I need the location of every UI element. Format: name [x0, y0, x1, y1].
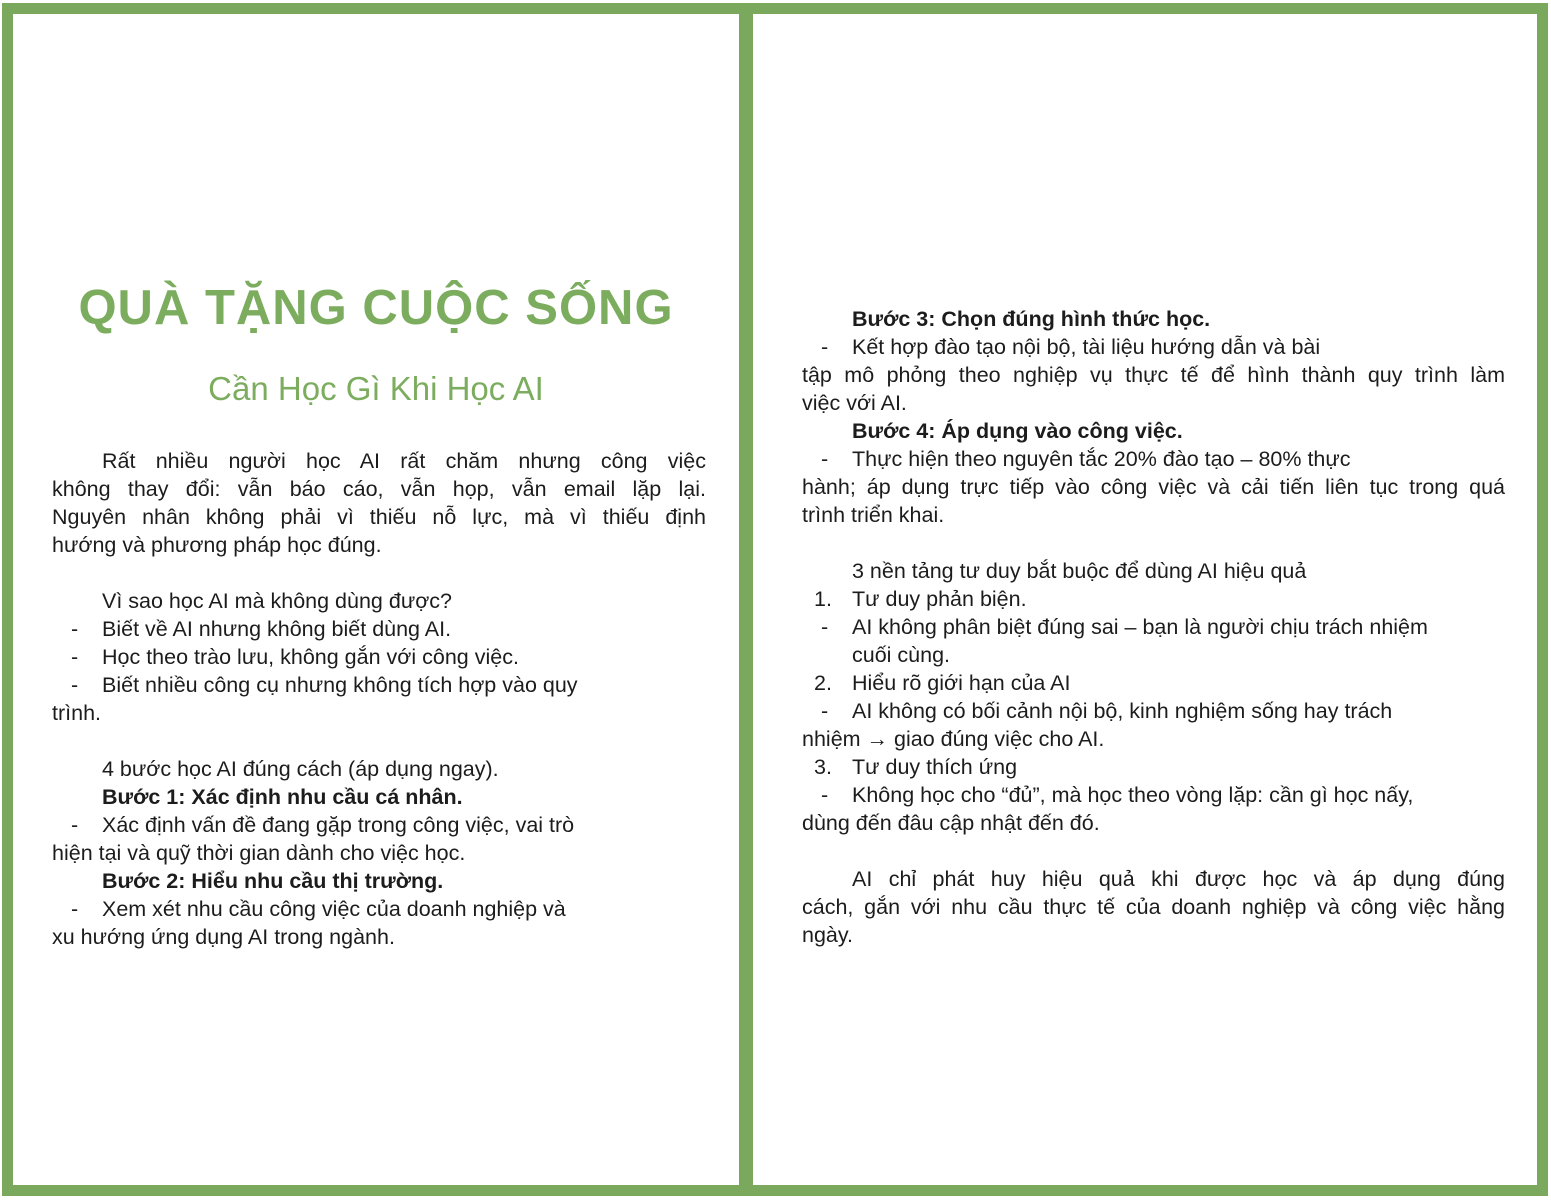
list-marker: -: [821, 699, 829, 723]
right-page: [753, 14, 1537, 1185]
line-text: hành; áp dụng trực tiếp vào công việc và cải tiến liên tục trong quá: [802, 475, 1505, 499]
list-marker: -: [71, 813, 79, 837]
text-line: [802, 725, 1505, 753]
list-marker: -: [71, 617, 79, 641]
book-title: QUÀ TẶNG CUỘC SỐNG: [78, 281, 674, 335]
text-line: [802, 585, 1505, 613]
line-text: ngày.: [802, 923, 853, 947]
line-text: Bước 3: Chọn đúng hình thức học.: [852, 307, 1211, 331]
line-text: hiện tại và quỹ thời gian dành cho việc học.: [52, 841, 466, 865]
line-text: Thực hiện theo nguyên tắc 20% đào tạo – 80% thực: [852, 447, 1351, 471]
text-line: [52, 615, 706, 643]
line-text: Tư duy thích ứng: [852, 755, 1018, 779]
list-marker: 1.: [814, 587, 832, 611]
line-text: Bước 2: Hiểu nhu cầu thị trường.: [102, 869, 444, 893]
left-page: [13, 14, 739, 1185]
line-text: Nguyên nhân không phải vì thiếu nỗ lực, mà vì thiếu định: [52, 505, 706, 529]
line-text: Bước 4: Áp dụng vào công việc.: [852, 419, 1183, 443]
right-page-body: [753, 14, 1537, 949]
text-line: [52, 923, 706, 951]
text-line: [52, 447, 706, 475]
line-text: AI không có bối cảnh nội bộ, kinh nghiệm sống hay trách: [852, 699, 1393, 723]
line-text: việc với AI.: [802, 391, 907, 415]
left-page-body: [13, 447, 739, 951]
line-text: 4 bước học AI đúng cách (áp dụng ngay).: [102, 757, 499, 781]
text-line: [802, 781, 1505, 809]
text-line: [802, 837, 1505, 865]
line-text: tập mô phỏng theo nghiệp vụ thực tế để hình thành quy trình làm: [802, 363, 1505, 387]
line-text: Bước 1: Xác định nhu cầu cá nhân.: [102, 785, 463, 809]
text-line: [52, 559, 706, 587]
line-text: Không học cho “đủ”, mà học theo vòng lặp: cần gì học nấy,: [852, 783, 1414, 807]
line-text: xu hướng ứng dụng AI trong ngành.: [52, 925, 395, 949]
text-line: [802, 613, 1505, 641]
text-line: [52, 783, 706, 811]
text-line: [802, 501, 1505, 529]
text-line: [802, 697, 1505, 725]
line-text: hướng và phương pháp học đúng.: [52, 533, 382, 557]
text-line: [802, 753, 1505, 781]
text-line: [52, 839, 706, 867]
list-marker: -: [71, 645, 79, 669]
text-line: [802, 893, 1505, 921]
list-marker: -: [821, 447, 829, 471]
text-line: [802, 473, 1505, 501]
line-text: cuối cùng.: [852, 643, 951, 667]
list-marker: -: [821, 615, 829, 639]
text-line: [802, 333, 1505, 361]
text-line: [802, 305, 1505, 333]
line-text: cách, gắn với nhu cầu thực tế của doanh nghiệp và công việc hằng: [802, 895, 1505, 919]
text-line: [802, 809, 1505, 837]
line-text: Rất nhiều người học AI rất chăm nhưng công việc: [102, 449, 706, 473]
line-text: không thay đổi: vẫn báo cáo, vẫn họp, vẫn email lặp lại.: [52, 477, 706, 501]
line-text: AI không phân biệt đúng sai – bạn là người chịu trách nhiệm: [852, 615, 1428, 639]
text-line: [802, 669, 1505, 697]
text-line: [52, 587, 706, 615]
text-line: [52, 531, 706, 559]
text-line: [52, 755, 706, 783]
text-line: [52, 699, 706, 727]
text-line: [52, 895, 706, 923]
line-text: Vì sao học AI mà không dùng được?: [102, 589, 453, 613]
list-marker: 3.: [814, 755, 832, 779]
text-line: [802, 557, 1505, 585]
line-text: trình triển khai.: [802, 503, 945, 527]
line-text: 3 nền tảng tư duy bắt buộc để dùng AI hiệu quả: [852, 559, 1307, 583]
text-line: [802, 921, 1505, 949]
line-text: Xác định vấn đề đang gặp trong công việc, vai trò: [102, 813, 575, 837]
text-line: [52, 643, 706, 671]
line-text: Học theo trào lưu, không gắn với công việc.: [102, 645, 519, 669]
text-line: [52, 727, 706, 755]
text-line: [802, 865, 1505, 893]
line-text: dùng đến đâu cập nhật đến đó.: [802, 811, 1100, 835]
page-divider: [739, 3, 753, 1196]
line-text: Biết về AI nhưng không biết dùng AI.: [102, 617, 452, 641]
text-line: [52, 671, 706, 699]
text-line: [52, 503, 706, 531]
line-text: nhiệm → giao đúng việc cho AI.: [802, 727, 1105, 751]
list-marker: -: [821, 783, 829, 807]
text-line: [802, 529, 1505, 557]
list-marker: -: [71, 897, 79, 921]
line-text: Kết hợp đào tạo nội bộ, tài liệu hướng dẫn và bài: [852, 335, 1321, 359]
list-marker: -: [71, 673, 79, 697]
text-line: [802, 361, 1505, 389]
list-marker: 2.: [814, 671, 832, 695]
text-line: [52, 867, 706, 895]
list-marker: -: [821, 335, 829, 359]
text-line: [52, 475, 706, 503]
text-line: [802, 389, 1505, 417]
line-text: trình.: [52, 701, 101, 725]
chapter-title: Cần Học Gì Khi Học AI: [208, 370, 544, 407]
line-text: Biết nhiều công cụ nhưng không tích hợp vào quy: [102, 673, 578, 697]
text-line: [802, 445, 1505, 473]
line-text: Tư duy phản biện.: [852, 587, 1027, 611]
line-text: Hiểu rõ giới hạn của AI: [852, 671, 1071, 695]
text-line: [802, 641, 1505, 669]
text-line: [52, 811, 706, 839]
line-text: Xem xét nhu cầu công việc của doanh nghiệp và: [102, 897, 566, 921]
line-text: AI chỉ phát huy hiệu quả khi được học và áp dụng đúng: [852, 867, 1505, 891]
text-line: [802, 417, 1505, 445]
